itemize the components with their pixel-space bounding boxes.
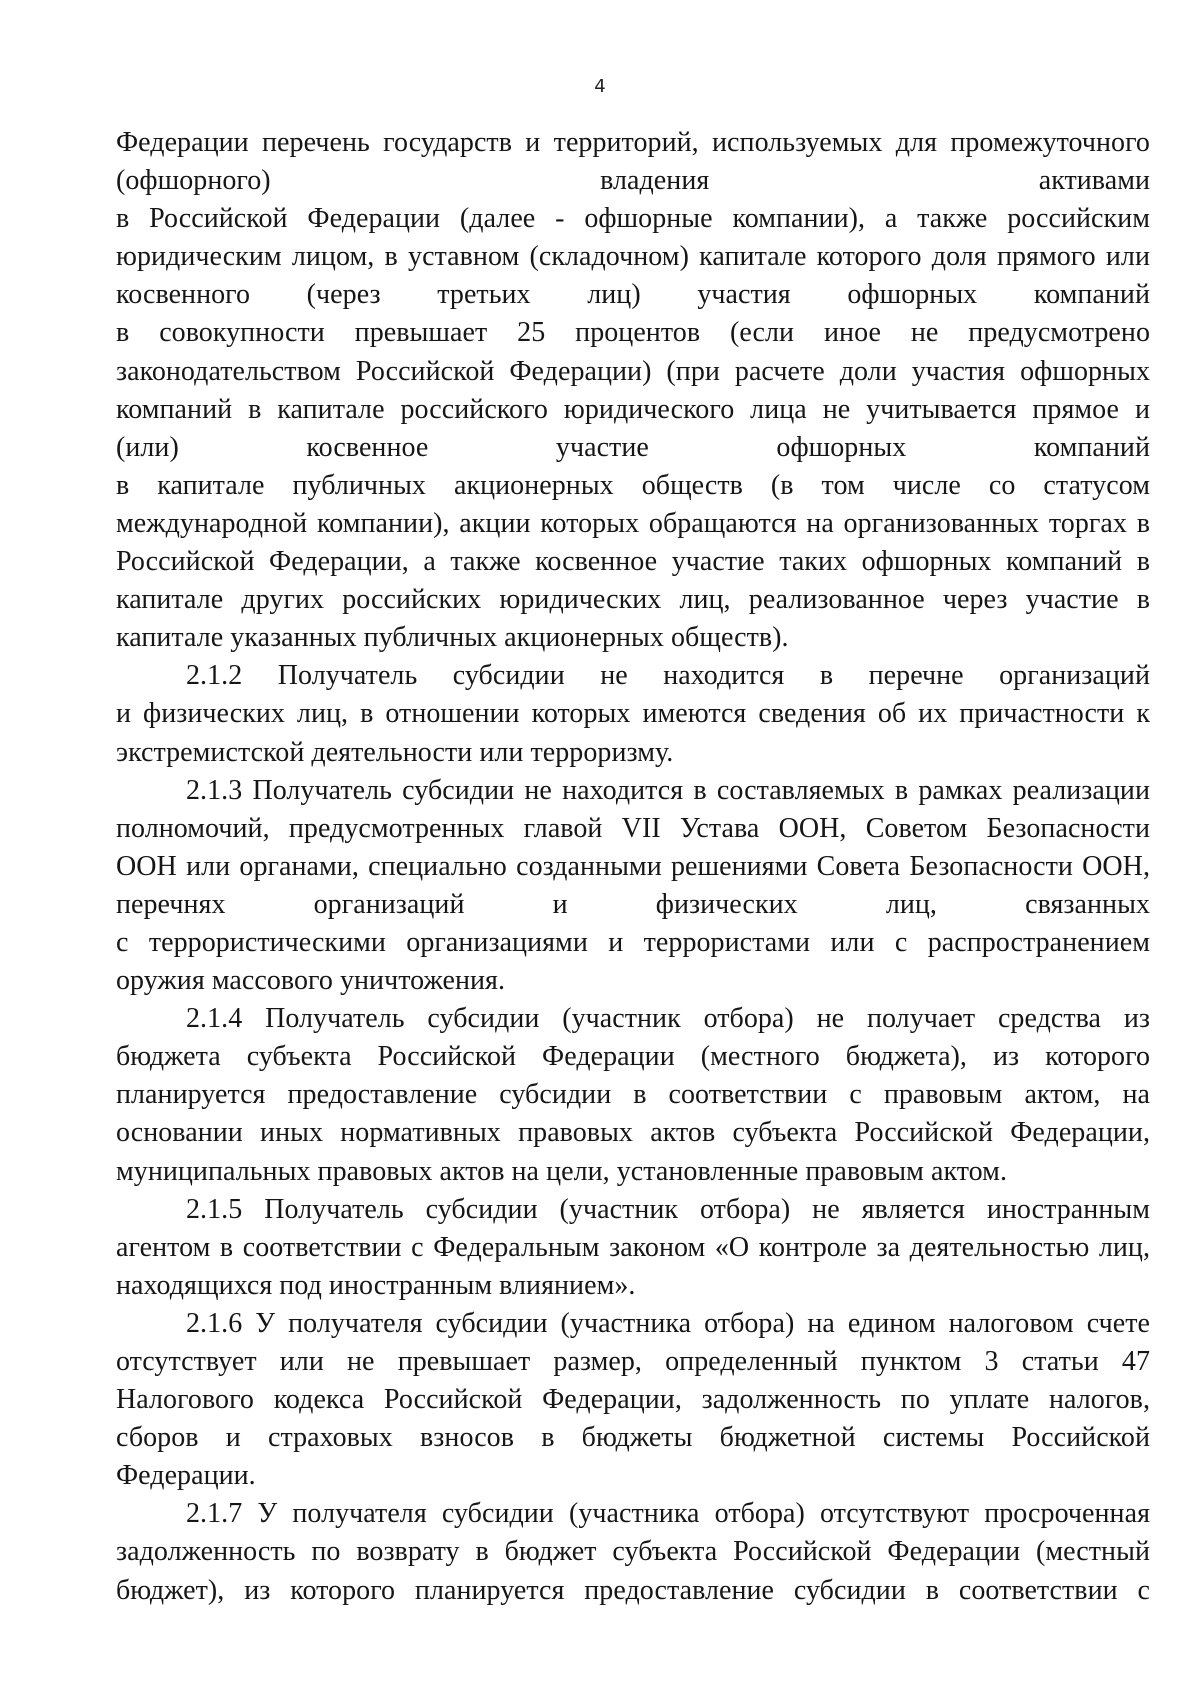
text-line: 2.1.7 У получателя субсидии (участника отбора) отсутствуют просроченная (186, 1498, 1150, 1530)
text-line: в капитале публичных акционерных обществ (в том числе со статусом (116, 469, 1150, 501)
text-line: бюджет), из которого планируется предоставление субсидии в соответствии с (116, 1574, 1150, 1606)
text-line: в совокупности превышает 25 процентов (если иное не предусмотрено (116, 317, 1150, 349)
text-line: капитале указанных публичных акционерных обществ). (116, 622, 789, 654)
text-line: муниципальных правовых актов на цели, установленные правовым актом. (116, 1155, 1007, 1187)
text-line: сборов и страховых взносов в бюджеты бюджетной системы Российской (116, 1422, 1150, 1454)
text-line: и физических лиц, в отношении которых имеются сведения об их причастности к (116, 698, 1150, 730)
text-line: компаний в капитале российского юридического лица не учитывается прямое и (116, 393, 1150, 425)
text-line: в Российской Федерации (далее - офшорные компании), а также российским (116, 203, 1150, 235)
text-line: 2.1.3 Получатель субсидии не находится в составляемых в рамках реализации (186, 774, 1150, 806)
text-line: отсутствует или не превышает размер, определенный пунктом 3 статьи 47 (116, 1346, 1150, 1377)
text-line: полномочий, предусмотренных главой VII Устава ООН, Советом Безопасности (116, 812, 1150, 844)
text-line: Российской Федерации, а также косвенное участие таких офшорных компаний в (116, 546, 1150, 578)
text-line: основании иных нормативных правовых актов субъекта Российской Федерации, (116, 1117, 1150, 1149)
text-line: планируется предоставление субсидии в соответствии с правовым актом, на (116, 1079, 1150, 1111)
text-line: с террористическими организациями и террористами или с распространением (116, 926, 1150, 958)
page-number: 4 (594, 76, 606, 97)
text-line: (офшорного) владения активами (116, 165, 1150, 197)
text-line: бюджета субъекта Российской Федерации (местного бюджета), из которого (116, 1041, 1150, 1073)
text-line: находящихся под иностранным влиянием». (116, 1269, 636, 1301)
text-line: 2.1.6 У получателя субсидии (участника отбора) на едином налоговом счете (186, 1307, 1150, 1339)
text-line: (или) косвенное участие офшорных компаний (116, 431, 1150, 463)
document-body (116, 124, 1150, 1610)
text-line: перечнях организаций и физических лиц, связанных (116, 888, 1150, 920)
text-line: Федерации перечень государств и территорий, используемых для промежуточного (116, 127, 1150, 158)
text-line: 2.1.2 Получатель субсидии не находится в перечне организаций (186, 660, 1150, 692)
text-line: экстремистской деятельности или терроризму. (116, 736, 674, 768)
text-line: оружия массового уничтожения. (116, 965, 506, 997)
text-line: косвенного (через третьих лиц) участия офшорных компаний (116, 279, 1150, 311)
text-line: задолженность по возврату в бюджет субъекта Российской Федерации (местный (116, 1536, 1150, 1568)
text-line: ООН или органами, специально созданными решениями Совета Безопасности ООН, (116, 850, 1150, 882)
text-line: 2.1.5 Получатель субсидии (участник отбора) не является иностранным (186, 1193, 1150, 1225)
text-line: законодательством Российской Федерации) (при расчете доли участия офшорных (116, 355, 1150, 387)
text-line: капитале других российских юридических лиц, реализованное через участие в (116, 584, 1150, 616)
text-line: Налогового кодекса Российской Федерации, задолженность по уплате налогов, (116, 1384, 1150, 1416)
text-line: агентом в соответствии с Федеральным законом «О контроле за деятельностью лиц, (116, 1231, 1150, 1263)
text-line: международной компании), акции которых обращаются на организованных торгах в (116, 507, 1150, 539)
text-line: 2.1.4 Получатель субсидии (участник отбора) не получает средства из (186, 1003, 1150, 1035)
text-line: юридическим лицом, в уставном (складочном) капитале которого доля прямого или (116, 241, 1150, 273)
text-line: Федерации. (116, 1460, 256, 1492)
